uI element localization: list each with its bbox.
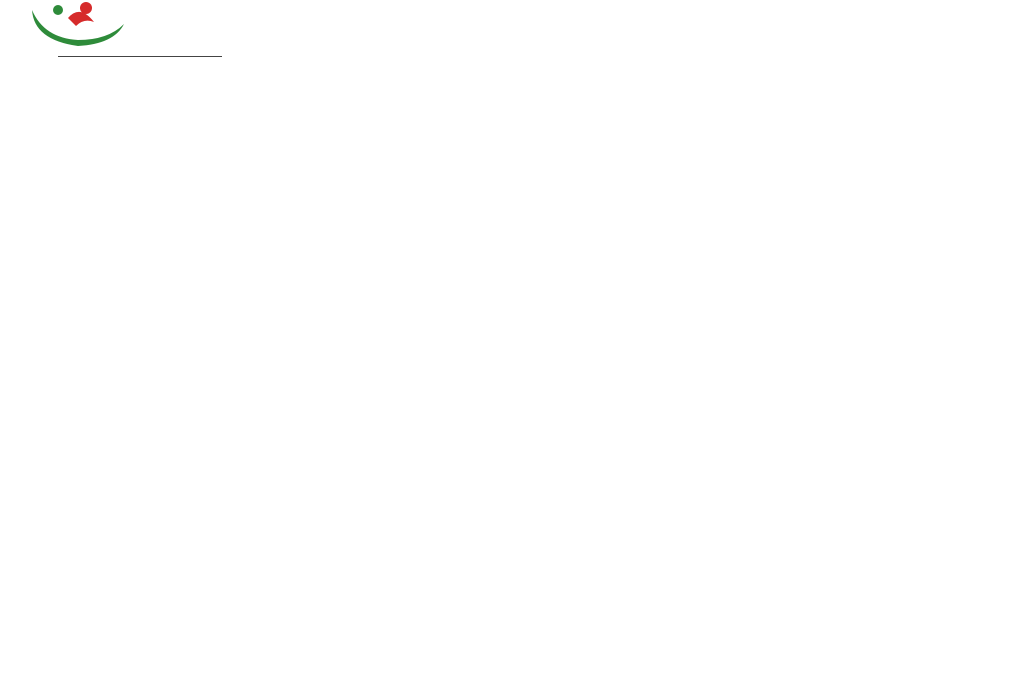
- organization-underline: [58, 56, 222, 57]
- club-logo: [28, 0, 128, 50]
